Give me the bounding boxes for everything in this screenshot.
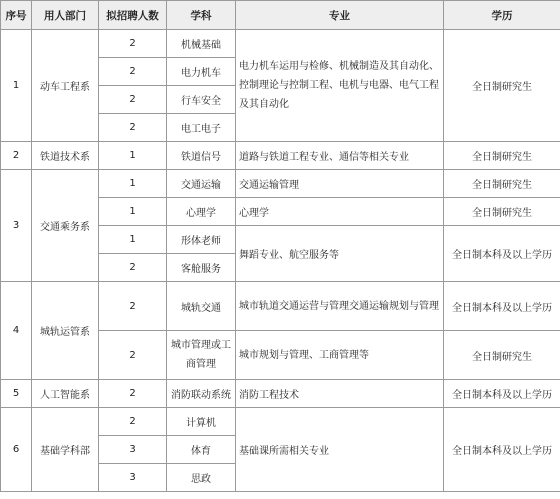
count-cell: 2 xyxy=(99,86,167,114)
edu-cell: 全日制研究生 xyxy=(444,142,560,170)
count-cell: 1 xyxy=(99,142,167,170)
subject-cell: 计算机 xyxy=(167,408,236,436)
seq-cell: 4 xyxy=(1,282,32,380)
subject-cell: 机械基础 xyxy=(167,30,236,58)
dept-cell: 交通乘务系 xyxy=(32,170,99,282)
seq-cell: 6 xyxy=(1,408,32,492)
header-count: 拟招聘人数 xyxy=(99,1,167,30)
subject-cell: 形体老师 xyxy=(167,226,236,254)
major-cell: 舞蹈专业、航空服务等 xyxy=(236,226,444,282)
count-cell: 2 xyxy=(99,58,167,86)
subject-cell: 消防联动系统 xyxy=(167,380,236,408)
header-subject: 学科 xyxy=(167,1,236,30)
edu-cell: 全日制本科及以上学历 xyxy=(444,408,560,492)
count-cell: 2 xyxy=(99,254,167,282)
subject-cell: 心理学 xyxy=(167,198,236,226)
header-dept: 用人部门 xyxy=(32,1,99,30)
subject-cell: 铁道信号 xyxy=(167,142,236,170)
seq-cell: 2 xyxy=(1,142,32,170)
subject-cell: 交通运输 xyxy=(167,170,236,198)
major-cell: 基础课所需相关专业 xyxy=(236,408,444,492)
count-cell: 2 xyxy=(99,380,167,408)
subject-cell: 体育 xyxy=(167,436,236,464)
edu-cell: 全日制本科及以上学历 xyxy=(444,282,560,331)
count-cell: 3 xyxy=(99,436,167,464)
dept-cell: 人工智能系 xyxy=(32,380,99,408)
subject-cell: 电工电子 xyxy=(167,114,236,142)
header-major: 专业 xyxy=(236,1,444,30)
subject-cell: 思政 xyxy=(167,464,236,492)
subject-cell: 城市管理或工商管理 xyxy=(167,331,236,380)
major-cell: 道路与铁道工程专业、通信等相关专业 xyxy=(236,142,444,170)
subject-cell: 电力机车 xyxy=(167,58,236,86)
count-cell: 2 xyxy=(99,408,167,436)
seq-cell: 1 xyxy=(1,30,32,142)
table-row xyxy=(1,142,560,170)
count-cell: 1 xyxy=(99,170,167,198)
count-cell: 2 xyxy=(99,331,167,380)
count-cell: 2 xyxy=(99,114,167,142)
header-edu: 学历 xyxy=(444,1,560,30)
subject-cell: 城轨交通 xyxy=(167,282,236,331)
seq-cell: 5 xyxy=(1,380,32,408)
dept-cell: 铁道技术系 xyxy=(32,142,99,170)
dept-cell: 城轨运管系 xyxy=(32,282,99,380)
header-row xyxy=(1,1,560,30)
header-seq: 序号 xyxy=(1,1,32,30)
major-cell: 电力机车运用与检修、机械制造及其自动化、控制理论与控制工程、电机与电器、电气工程及其自动化 xyxy=(236,30,444,142)
count-cell: 3 xyxy=(99,464,167,492)
major-cell: 心理学 xyxy=(236,198,444,226)
count-cell: 2 xyxy=(99,282,167,331)
dept-cell: 动车工程系 xyxy=(32,30,99,142)
edu-cell: 全日制研究生 xyxy=(444,30,560,142)
table-row xyxy=(1,408,560,436)
count-cell: 1 xyxy=(99,198,167,226)
edu-cell: 全日制研究生 xyxy=(444,198,560,226)
subject-cell: 行车安全 xyxy=(167,86,236,114)
count-cell: 1 xyxy=(99,226,167,254)
edu-cell: 全日制研究生 xyxy=(444,170,560,198)
table-row xyxy=(1,380,560,408)
table-row xyxy=(1,30,560,58)
seq-cell: 3 xyxy=(1,170,32,282)
table-row xyxy=(1,282,560,331)
edu-cell: 全日制本科及以上学历 xyxy=(444,226,560,282)
dept-cell: 基础学科部 xyxy=(32,408,99,492)
major-cell: 消防工程技术 xyxy=(236,380,444,408)
table-row xyxy=(1,170,560,198)
edu-cell: 全日制研究生 xyxy=(444,331,560,380)
major-cell: 城市轨道交通运营与管理交通运输规划与管理 xyxy=(236,282,444,331)
major-cell: 交通运输管理 xyxy=(236,170,444,198)
major-cell: 城市规划与管理、工商管理等 xyxy=(236,331,444,380)
subject-cell: 客舱服务 xyxy=(167,254,236,282)
count-cell: 2 xyxy=(99,30,167,58)
edu-cell: 全日制本科及以上学历 xyxy=(444,380,560,408)
